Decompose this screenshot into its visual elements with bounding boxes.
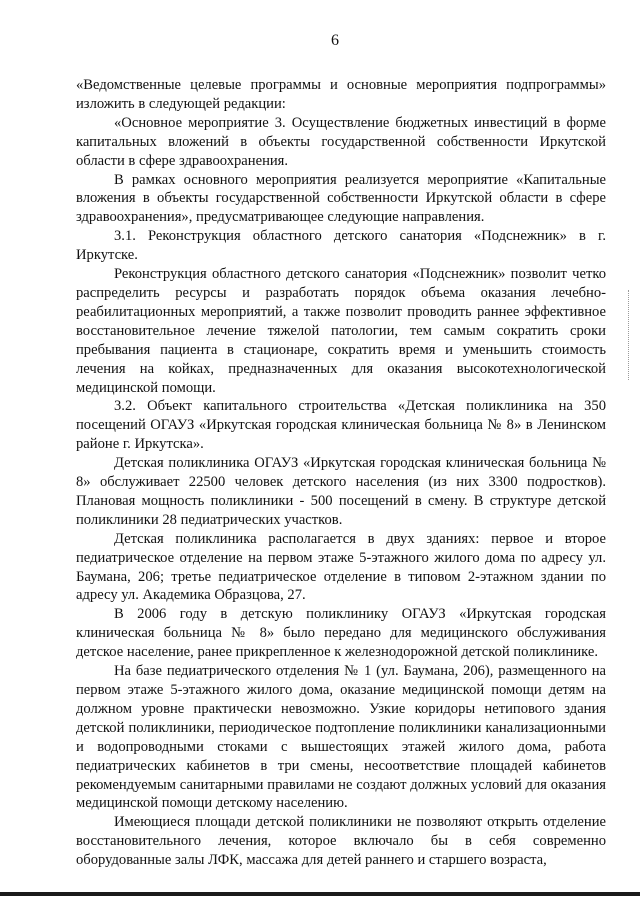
paragraph-intro: «Ведомственные целевые программы и основные мероприятия подпрограммы» изложить в следующей редакции: (76, 77, 606, 112)
scan-bottom-edge (0, 892, 640, 896)
paragraph-item-3-1: 3.1. Реконструкция областного детского санатория «Подснежник» в г. Иркутске. (76, 228, 606, 264)
paragraph-main-activity: «Основное мероприятие 3. Осуществление бюджетных инвестиций в форме капитальных вложений в объекты государственной собственности Иркутской области в сфере здравоохранения. (76, 114, 606, 169)
paragraph-department-1-conditions: На базе педиатрического отделения № 1 (ул. Баумана, 206), размещенного на первом этаже 5-этажного жилого дома, оказание медицинской помощи детям на должном уровне практически невозможно. Узкие коридоры нетипового здания детской поликлиники, периодическое подтопление поликлиники канализационными и водопроводными стоками с вышестоящих этажей жилого дома, работа педиатрических кабинетов в три смены, несоответствие площадей кабинетов рекомендуемым санитарными правилами не создают должных условий для оказания медицинской помощи детскому населению. (76, 663, 606, 812)
paragraph-item-3-2: 3.2. Объект капитального строительства «Детская поликлиника на 350 посещений ОГАУЗ «Иркутская городская клиническая больница № 8» в Ленинском районе г. Иркутска». (76, 398, 606, 453)
scan-margin-artifact (628, 290, 631, 380)
paragraph-clinic-buildings: Детская поликлиника располагается в двух зданиях: первое и второе педиатрическое отделение на первом этаже 5-этажного жилого дома по адресу ул. Баумана, 206; третье педиатрическое отделение в типовом 2-этажном здании по адресу ул. Академика Образцова, 27. (76, 530, 606, 604)
paragraph-sanatorium-reconstruction: Реконструкция областного детского санатория «Подснежник» позволит четко распределить ресурсы и разработать порядок объема оказания лечебно-реабилитационных мероприятий, а также позволит проводить раннее эффективное восстановительное лечение тяжелой патологии, тем самым сократить сроки пребывания пациента в стационаре, сократить время и уменьшить стоимость лечения на койках, предназначенных для оказания высокотехнологической медицинской помощи. (76, 266, 606, 396)
paragraph-rehab-department: Имеющиеся площади детской поликлиники не позволяют открыть отделение восстановительного лечения, которое включало бы в себя современно оборудованные залы ЛФК, массажа для детей раннего и старшего возраста, (76, 814, 606, 869)
document-body (76, 76, 606, 870)
paragraph-activity-scope: В рамках основного мероприятия реализуется мероприятие «Капитальные вложения в объекты государственной собственности Иркутской области в сфере здравоохранения», предусматривающее следующие направления. (76, 171, 606, 226)
paragraph-2006-transfer: В 2006 году в детскую поликлинику ОГАУЗ «Иркутская городская клиническая больница № 8» было передано для медицинского обслуживания детское население, ранее прикрепленное к железнодорожной детской поликлинике. (76, 606, 606, 661)
paragraph-clinic-capacity: Детская поликлиника ОГАУЗ «Иркутская городская клиническая больница № 8» обслуживает 22500 человек детского населения (из них 3300 подростков). Плановая мощность поликлиники - 500 посещений в смену. В структуре детской поликлиники 28 педиатрических участков. (76, 455, 606, 528)
page-number: 6 (331, 32, 339, 49)
